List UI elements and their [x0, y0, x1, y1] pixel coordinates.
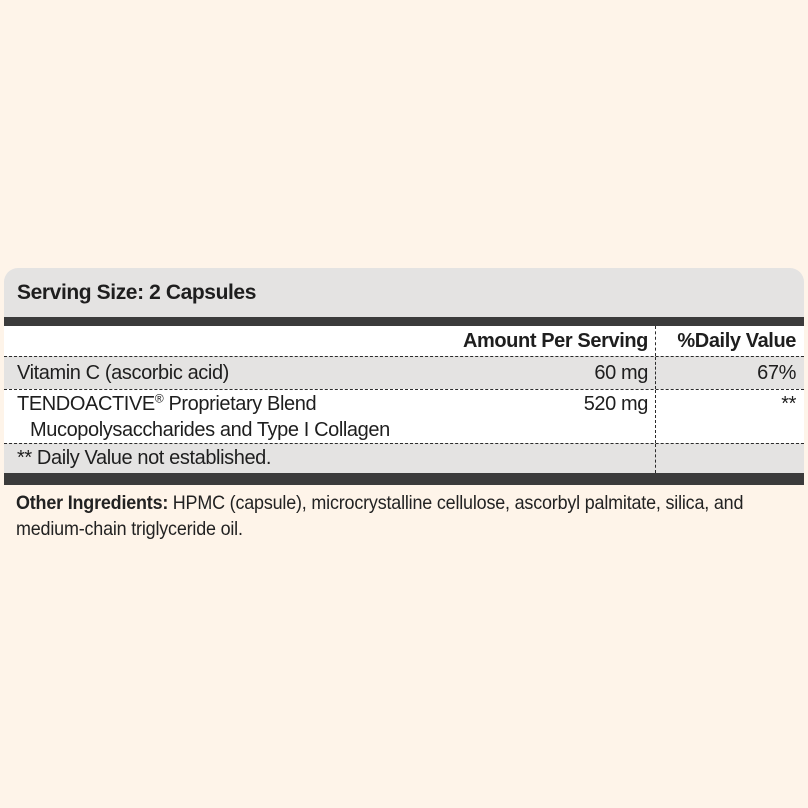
daily-value-header: %Daily Value: [655, 326, 804, 356]
other-ingredients-section: [16, 490, 793, 542]
amount-per-serving-header: Amount Per Serving: [462, 329, 648, 352]
serving-size-header: [4, 268, 804, 317]
serving-size-text: Serving Size: 2 Capsules: [17, 280, 256, 304]
ingredient-amount: 520 mg: [583, 393, 648, 415]
ingredient-name: Vitamin C (ascorbic acid): [17, 361, 229, 384]
registered-trademark-symbol: ®: [154, 391, 164, 406]
other-ingredients-text: HPMC (capsule), microcrystalline cellulose, ascorbyl palmitate, silica, and medium-chain triglyceride oil.: [16, 492, 744, 540]
table-row-proprietary-blend: [4, 389, 804, 443]
footnote-text: ** Daily Value not established.: [17, 447, 272, 469]
footnote-daily-value-cell: [655, 444, 804, 473]
ingredient-daily-value: **: [655, 390, 804, 443]
footnote-row: [4, 443, 804, 473]
ingredient-name: TENDOACTIVE® Proprietary Blend: [17, 391, 317, 415]
table-row-vitamin-c: [4, 356, 804, 389]
bottom-divider-bar: [4, 473, 804, 485]
ingredient-daily-value: 67%: [655, 357, 804, 389]
ingredient-amount: 60 mg: [594, 361, 648, 384]
supplement-facts-panel: [4, 268, 804, 542]
column-header-row: [4, 326, 804, 356]
top-divider-bar: [4, 317, 804, 326]
ingredient-detail: Mucopolysaccharides and Type I Collagen: [30, 419, 390, 441]
other-ingredients-label: Other Ingredients:: [16, 492, 169, 514]
